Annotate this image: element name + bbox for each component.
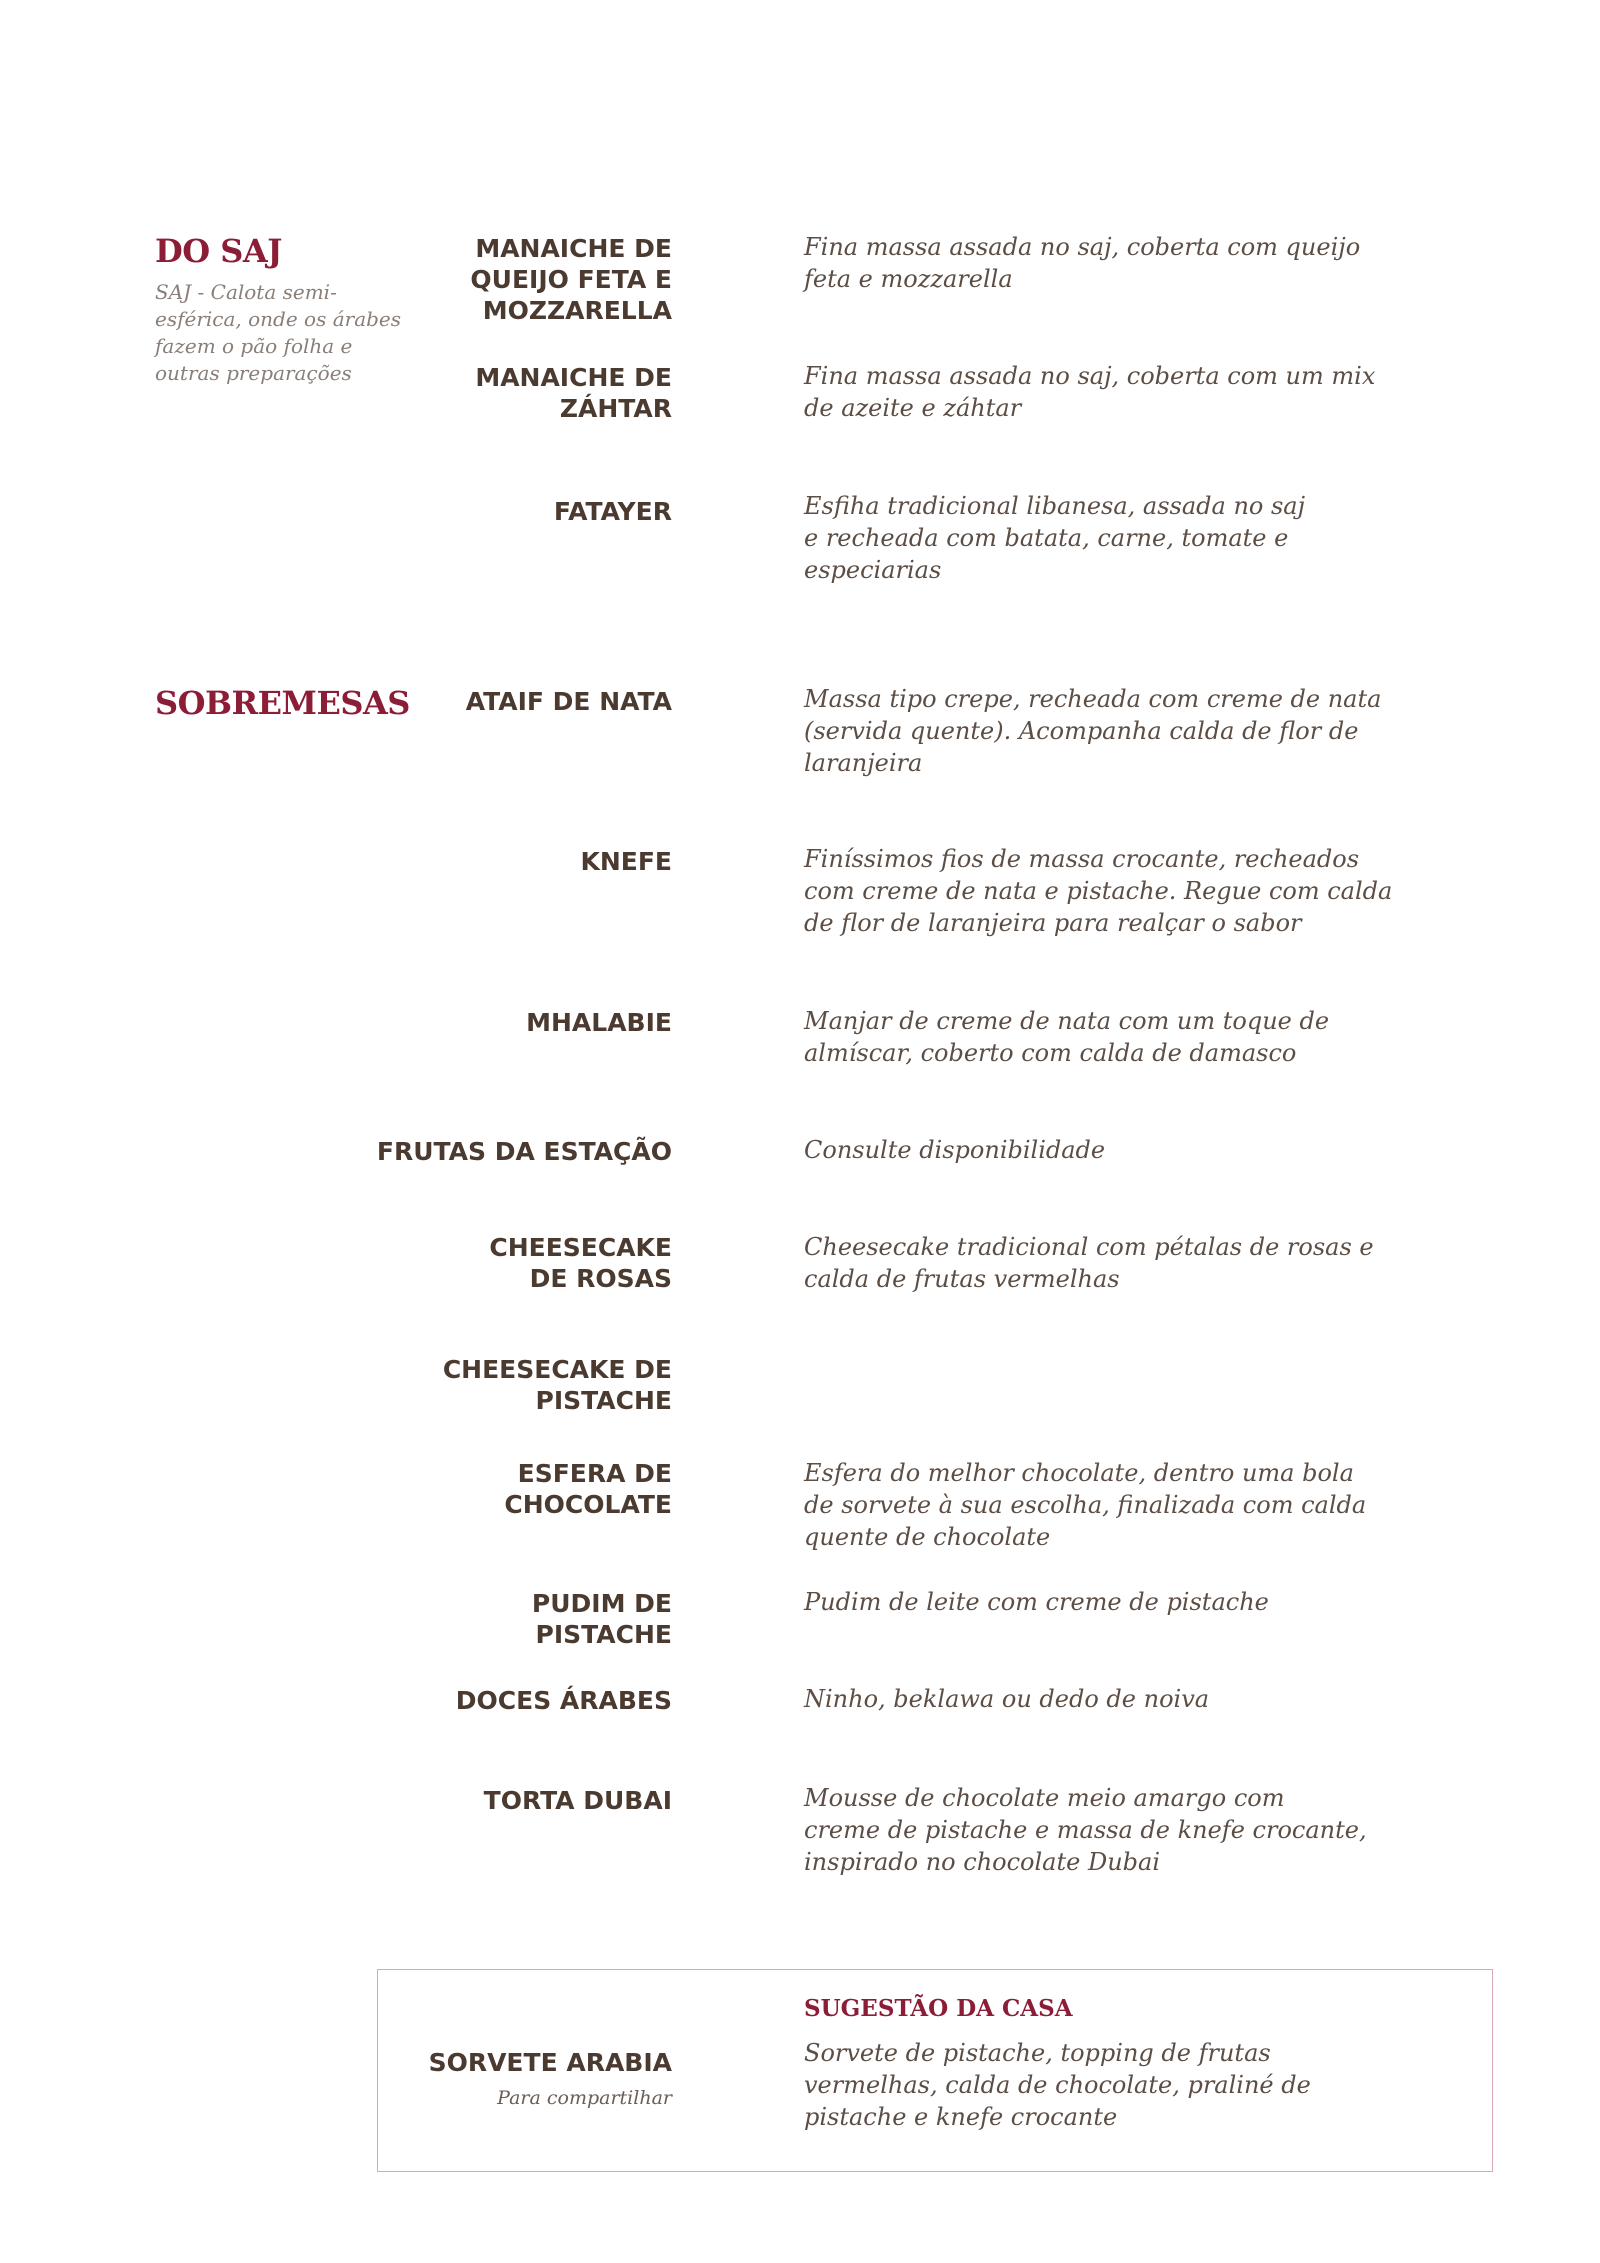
section-title-saj: DO SAJ: [155, 232, 282, 270]
section-note-saj: SAJ - Calota semi- esférica, onde os árabes fazem o pão folha e outras preparações: [155, 280, 402, 385]
item-description: Esfera do melhor chocolate, dentro uma bola de sorvete à sua escolha, finalizada com calda quente de chocolate: [804, 1459, 1367, 1551]
suggestion-title: SUGESTÃO DA CASA: [804, 1995, 1073, 2022]
item-description: Finíssimos fios de massa crocante, recheados com creme de nata e pistache. Regue com calda de flor de laranjeira para realçar o sabor: [804, 845, 1393, 937]
item-description: Pudim de leite com creme de pistache: [804, 1588, 1269, 1616]
item-name: DOCES ÁRABES: [455, 1686, 672, 1715]
item-description: Manjar de creme de nata com um toque de almíscar, coberto com calda de damasco: [804, 1007, 1330, 1067]
item-name: CHEESECAKE DE PISTACHE: [442, 1355, 672, 1415]
item-name: ATAIF DE NATA: [465, 687, 672, 716]
item-name: KNEFE: [580, 847, 672, 876]
suggestion-description: Sorvete de pistache, topping de frutas vermelhas, calda de chocolate, praliné de pistache e knefe crocante: [804, 2039, 1311, 2131]
item-description: Ninho, beklawa ou dedo de noiva: [804, 1685, 1210, 1713]
suggestion-item-note: Para compartilhar: [497, 2087, 672, 2109]
section-title-sobremesas: SOBREMESAS: [155, 684, 410, 722]
item-name: MHALABIE: [526, 1008, 672, 1037]
item-name: MANAICHE DE ZÁHTAR: [475, 363, 672, 423]
item-description: Fina massa assada no saj, coberta com um mix de azeite e záhtar: [804, 362, 1376, 422]
item-description: Esfiha tradicional libanesa, assada no saj e recheada com batata, carne, tomate e especiarias: [804, 492, 1306, 584]
item-name: TORTA DUBAI: [483, 1786, 672, 1815]
item-name: CHEESECAKE DE ROSAS: [489, 1233, 672, 1293]
item-description: Fina massa assada no saj, coberta com queijo feta e mozzarella: [804, 233, 1361, 293]
item-name: ESFERA DE CHOCOLATE: [504, 1459, 672, 1519]
item-name: PUDIM DE PISTACHE: [531, 1589, 672, 1649]
item-name: FATAYER: [553, 497, 672, 526]
item-description: Mousse de chocolate meio amargo com creme de pistache e massa de knefe crocante, inspirado no chocolate Dubai: [804, 1784, 1367, 1876]
item-description: Cheesecake tradicional com pétalas de rosas e calda de frutas vermelhas: [804, 1233, 1374, 1293]
item-name: FRUTAS DA ESTAÇÃO: [376, 1137, 672, 1166]
item-name: MANAICHE DE QUEIJO FETA E MOZZARELLA: [470, 234, 672, 325]
item-description: Massa tipo crepe, recheada com creme de nata (servida quente). Acompanha calda de flor de laranjeira: [804, 685, 1382, 777]
item-description: Consulte disponibilidade: [804, 1136, 1106, 1164]
suggestion-item-name: SORVETE ARABIA: [428, 2048, 672, 2077]
